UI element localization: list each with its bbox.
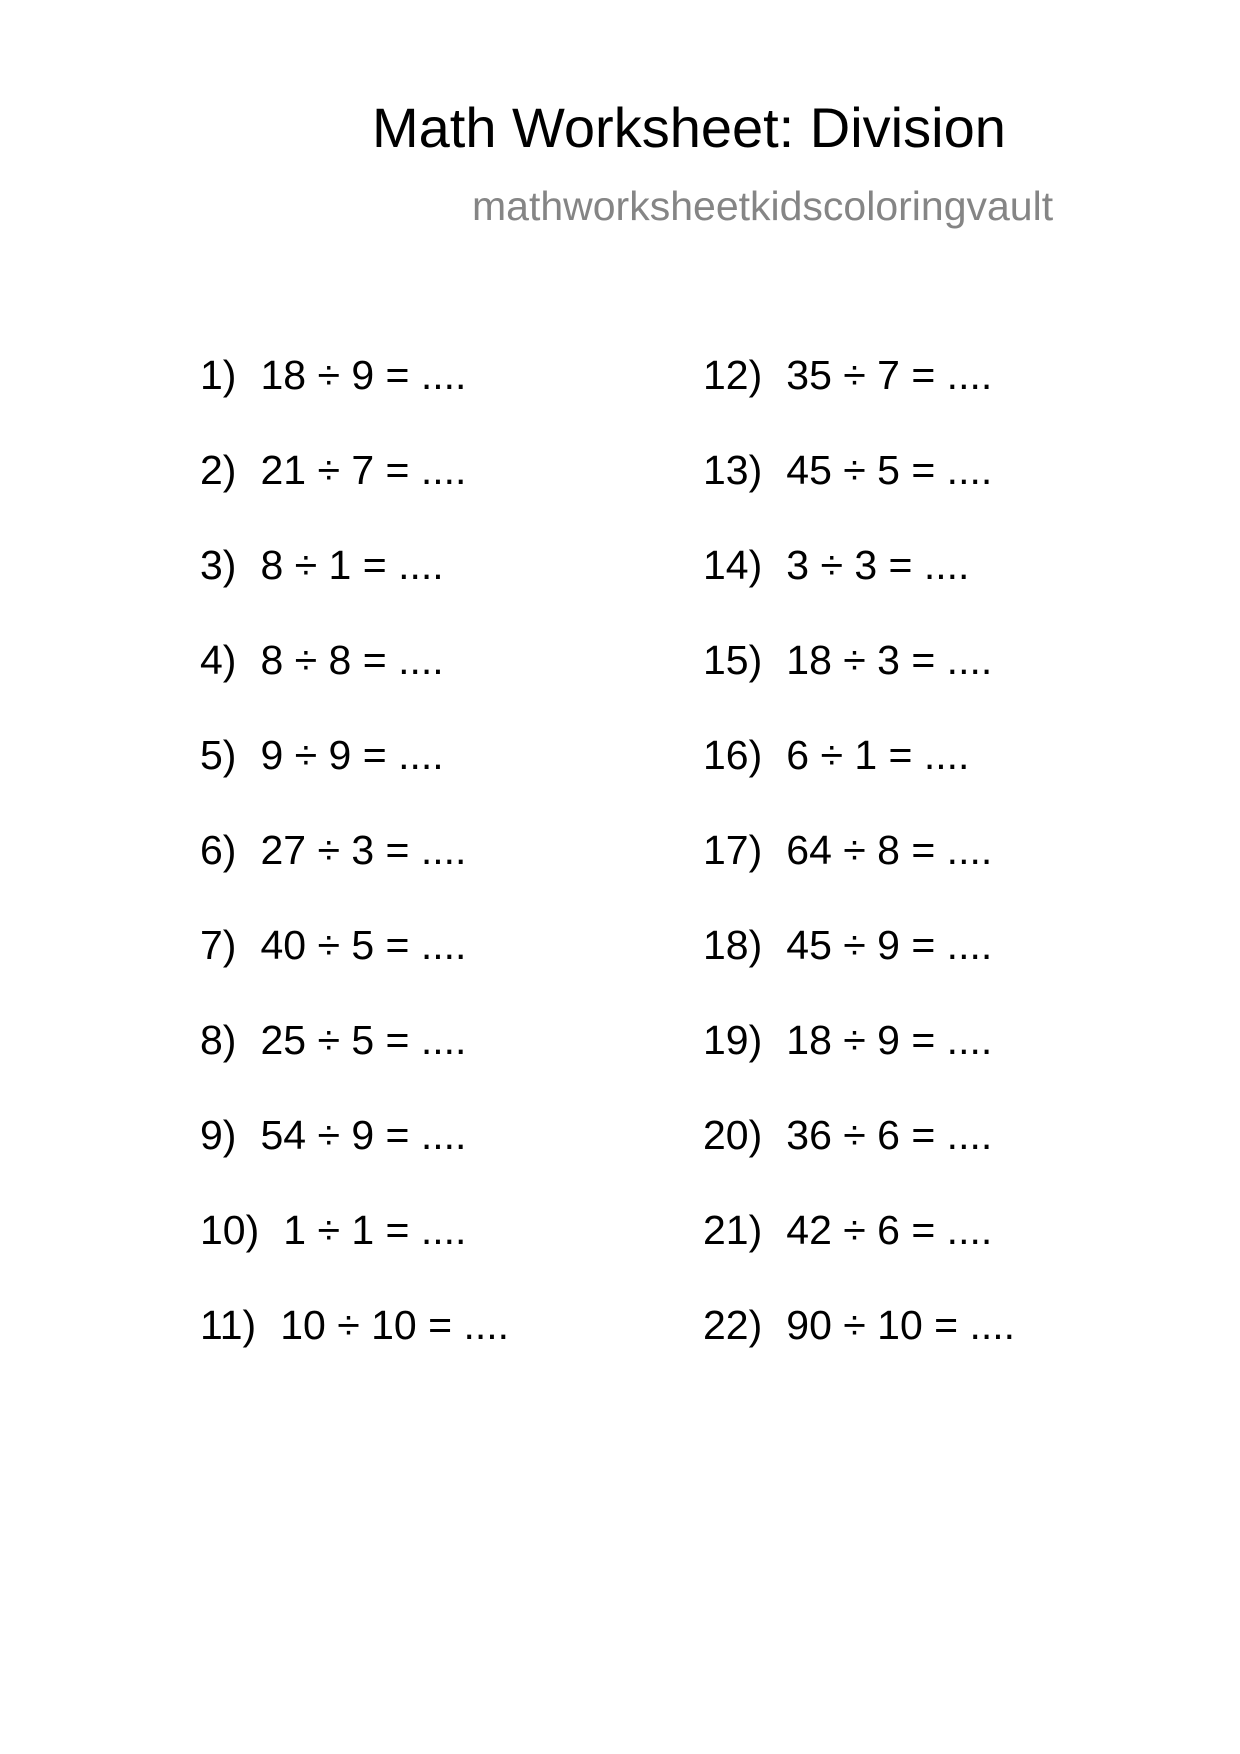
- problem-expression: 6 ÷ 1 = ....: [786, 732, 970, 778]
- problem-number: 8): [200, 1017, 237, 1063]
- problem-number: 19): [703, 1017, 763, 1063]
- problem-item: [703, 542, 1123, 640]
- problem-expression: 18 ÷ 3 = ....: [786, 637, 993, 683]
- problem-number: 2): [200, 447, 237, 493]
- problem-number: 14): [703, 542, 763, 588]
- problem-number: 17): [703, 827, 763, 873]
- problem-expression: 64 ÷ 8 = ....: [786, 827, 993, 873]
- problem-item: [200, 1017, 620, 1115]
- problem-number: 16): [703, 732, 763, 778]
- problem-number: 7): [200, 922, 237, 968]
- problem-item: [703, 922, 1123, 1020]
- problem-item: [200, 447, 620, 545]
- problem-item: [703, 1302, 1123, 1400]
- problem-item: [703, 1017, 1123, 1115]
- problem-item: [200, 542, 620, 640]
- problem-number: 22): [703, 1302, 763, 1348]
- problem-item: [200, 1302, 620, 1400]
- problem-item: [200, 637, 620, 735]
- problem-number: 6): [200, 827, 237, 873]
- problem-item: [703, 352, 1123, 450]
- problem-item: [703, 1207, 1123, 1305]
- problem-item: [200, 922, 620, 1020]
- problem-column-left: [200, 352, 620, 1400]
- problem-number: 5): [200, 732, 237, 778]
- problem-number: 11): [200, 1302, 257, 1348]
- problem-expression: 10 ÷ 10 = ....: [280, 1302, 510, 1348]
- problem-item: [703, 732, 1123, 830]
- problem-number: 3): [200, 542, 237, 588]
- page-subtitle: mathworksheetkidscoloringvault: [472, 183, 1054, 229]
- problem-expression: 21 ÷ 7 = ....: [260, 447, 467, 493]
- problem-number: 13): [703, 447, 763, 493]
- problem-number: 12): [703, 352, 763, 398]
- problem-expression: 90 ÷ 10 = ....: [786, 1302, 1016, 1348]
- problem-expression: 8 ÷ 1 = ....: [260, 542, 444, 588]
- page-title: Math Worksheet: Division: [372, 96, 1006, 159]
- problem-expression: 18 ÷ 9 = ....: [786, 1017, 993, 1063]
- problem-item: [200, 1207, 620, 1305]
- problem-column-right: [703, 352, 1123, 1400]
- problem-expression: 25 ÷ 5 = ....: [260, 1017, 467, 1063]
- problem-expression: 27 ÷ 3 = ....: [260, 827, 467, 873]
- problem-expression: 1 ÷ 1 = ....: [283, 1207, 467, 1253]
- problem-expression: 9 ÷ 9 = ....: [260, 732, 444, 778]
- problem-number: 15): [703, 637, 763, 683]
- problem-number: 9): [200, 1112, 237, 1158]
- problem-expression: 36 ÷ 6 = ....: [786, 1112, 993, 1158]
- problem-expression: 42 ÷ 6 = ....: [786, 1207, 993, 1253]
- problem-number: 21): [703, 1207, 763, 1253]
- problem-number: 20): [703, 1112, 763, 1158]
- problem-number: 4): [200, 637, 237, 683]
- problem-expression: 45 ÷ 5 = ....: [786, 447, 993, 493]
- problem-item: [703, 827, 1123, 925]
- problem-item: [703, 1112, 1123, 1210]
- problem-expression: 35 ÷ 7 = ....: [786, 352, 993, 398]
- problem-item: [200, 352, 620, 450]
- problem-expression: 40 ÷ 5 = ....: [260, 922, 467, 968]
- problem-expression: 45 ÷ 9 = ....: [786, 922, 993, 968]
- problem-item: [200, 827, 620, 925]
- problem-item: [200, 1112, 620, 1210]
- problem-expression: 54 ÷ 9 = ....: [260, 1112, 467, 1158]
- problem-number: 10): [200, 1207, 260, 1253]
- problem-expression: 18 ÷ 9 = ....: [260, 352, 467, 398]
- problem-item: [200, 732, 620, 830]
- problem-expression: 8 ÷ 8 = ....: [260, 637, 444, 683]
- problem-item: [703, 447, 1123, 545]
- problem-number: 1): [200, 352, 237, 398]
- problem-number: 18): [703, 922, 763, 968]
- problem-expression: 3 ÷ 3 = ....: [786, 542, 970, 588]
- problem-item: [703, 637, 1123, 735]
